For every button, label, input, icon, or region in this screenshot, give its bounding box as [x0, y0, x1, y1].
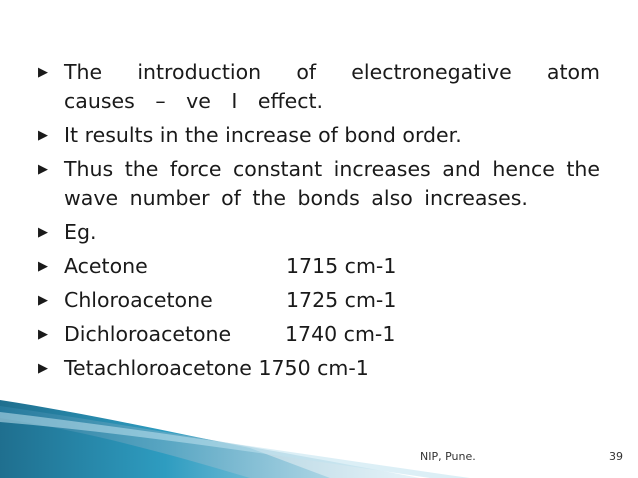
bullet-text: Eg.: [64, 220, 97, 244]
bullet-item: [0, 58, 638, 116]
compound-name: Dichloroacetone: [64, 322, 232, 346]
wavenumber-value: 1740 cm-1: [285, 322, 396, 346]
bullet-list: [0, 58, 638, 388]
bullet-item: [0, 218, 638, 247]
wavenumber-value: 1715 cm-1: [286, 254, 397, 278]
compound-row: [0, 286, 638, 315]
bullet-arrow-icon: ▶: [38, 293, 48, 308]
compound-row: [0, 320, 638, 349]
footer-source: NIP, Pune.: [420, 450, 476, 463]
compound-name: Acetone: [64, 254, 148, 278]
compound-row: [0, 354, 638, 383]
bullet-text: It results in the increase of bond order.: [64, 123, 462, 147]
compound-name: Chloroacetone: [64, 288, 213, 312]
bullet-arrow-icon: ▶: [38, 65, 48, 80]
bullet-arrow-icon: ▶: [38, 128, 48, 143]
bullet-arrow-icon: ▶: [38, 225, 48, 240]
bullet-arrow-icon: ▶: [38, 327, 48, 342]
wavenumber-value: 1725 cm-1: [286, 288, 397, 312]
bullet-arrow-icon: ▶: [38, 361, 48, 376]
wavenumber-value: 1750 cm-1: [258, 356, 369, 380]
bullet-arrow-icon: ▶: [38, 162, 48, 177]
bullet-text: Thus the force constant increases and hence the wave number of the bonds also increases.: [64, 157, 600, 210]
compound-name: Tetachloroacetone: [64, 356, 252, 380]
bullet-item: [0, 155, 638, 213]
bullet-text: The introduction of electronegative atom causes – ve I effect.: [64, 60, 600, 113]
bullet-arrow-icon: ▶: [38, 259, 48, 274]
compound-row: [0, 252, 638, 281]
bullet-item: [0, 121, 638, 150]
decorative-wave: [0, 380, 638, 478]
page-number: 39: [609, 450, 623, 463]
